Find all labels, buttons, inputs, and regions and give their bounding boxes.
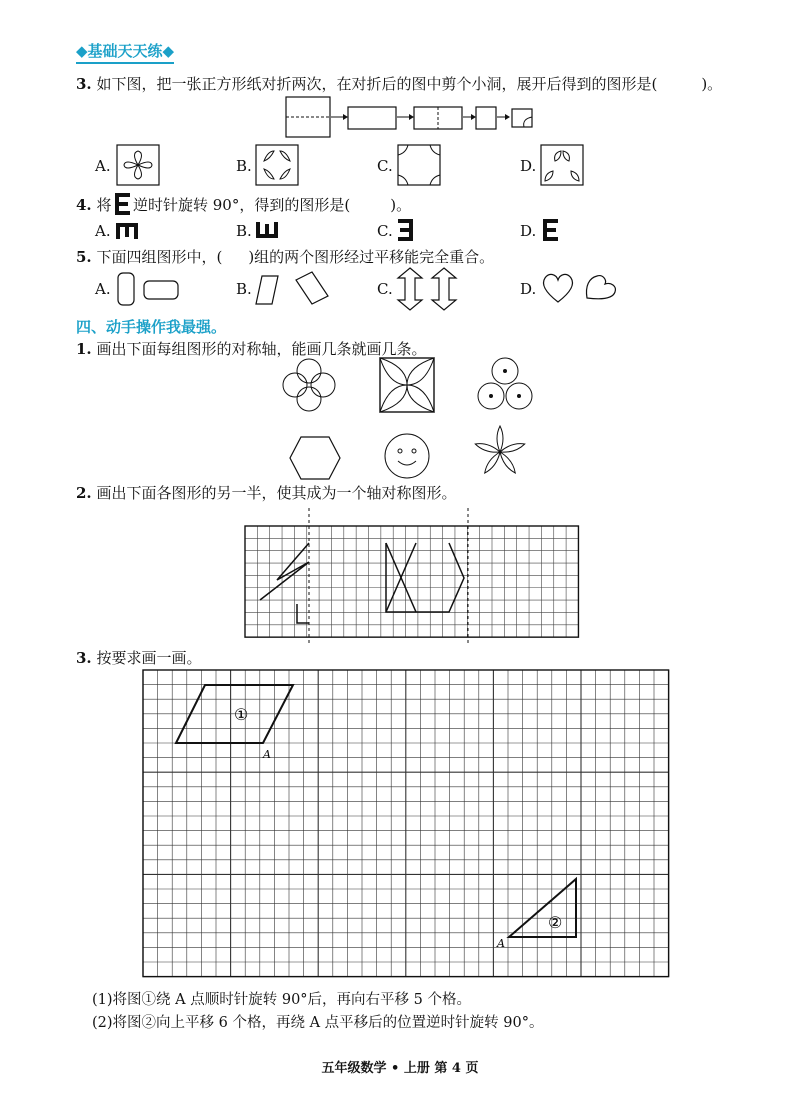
section-header: ◆基础天天练◆: [76, 40, 174, 64]
option-c-label[interactable]: C.: [377, 157, 393, 175]
half-shape: [260, 543, 309, 600]
point-a-label: A: [263, 748, 271, 761]
figure-1-label: ①: [234, 705, 249, 724]
option-a-figure[interactable]: [117, 145, 161, 187]
sub-question-2: (2)将图②向上平移 6 个格，再绕 A 点平移后的位置逆时针旋转 90°。: [92, 1015, 544, 1031]
grid-border: [245, 526, 578, 637]
symmetry-grid[interactable]: [244, 508, 578, 648]
section-title: 四、动手操作我最强。: [76, 318, 227, 336]
option-c-label[interactable]: C.: [377, 280, 393, 298]
problem-1: 1. 画出下面每组图形的对称轴，能画几条就画几条。: [76, 340, 427, 358]
half-shape: [297, 604, 309, 623]
option-a-label[interactable]: A.: [95, 280, 111, 298]
option-a-label[interactable]: A.: [95, 222, 111, 240]
question-3: 3. 如下图，把一张正方形纸对折两次，在对折后的图中剪个小洞，展开后得到的图形是( )。: [76, 75, 723, 93]
option-a-figure[interactable]: [117, 272, 181, 306]
problem-3: 3. 按要求画一画。: [76, 649, 202, 667]
hexagon-figure[interactable]: [289, 436, 341, 480]
option-b-label[interactable]: B.: [236, 280, 252, 298]
option-d-label[interactable]: D.: [520, 280, 537, 298]
question-text: 如下图，把一张正方形纸对折两次，在对折后的图中剪个小洞，展开后得到的图形是(: [96, 75, 658, 93]
option-c-figure[interactable]: [398, 219, 414, 241]
option-d-figure[interactable]: [541, 145, 585, 187]
option-b-label[interactable]: B.: [236, 222, 252, 240]
question-4: 4. 将: [76, 196, 112, 214]
option-c-figure[interactable]: [398, 268, 462, 310]
point-a-label: A: [497, 937, 505, 950]
transform-grid[interactable]: [142, 668, 678, 984]
option-c-figure[interactable]: [398, 145, 442, 187]
option-d-label[interactable]: D.: [520, 222, 537, 240]
option-b-figure[interactable]: [256, 272, 330, 308]
letter-e-figure: [115, 193, 131, 215]
option-d-label[interactable]: D.: [520, 157, 537, 175]
option-d-figure[interactable]: [541, 272, 617, 306]
option-b-figure[interactable]: [256, 145, 300, 187]
three-circles-dots-figure[interactable]: [475, 356, 535, 412]
option-d-figure[interactable]: [543, 219, 559, 241]
flower-figure[interactable]: [472, 424, 528, 480]
triangle-figure-2: [509, 879, 576, 937]
option-a-figure[interactable]: [116, 223, 138, 239]
option-b-label[interactable]: B.: [236, 157, 252, 175]
half-shape: [419, 543, 464, 612]
problem-2: 2. 画出下面各图形的另一半，使其成为一个轴对称图形。: [76, 484, 457, 502]
four-circles-figure[interactable]: [279, 358, 339, 412]
page-footer: 五年级数学 • 上册 第 4 页: [321, 1061, 479, 1076]
folding-diagram: [286, 97, 536, 139]
question-number: 3.: [76, 75, 92, 93]
option-c-label[interactable]: C.: [377, 222, 393, 240]
option-b-figure[interactable]: [256, 222, 278, 238]
square-petals-figure[interactable]: [379, 357, 435, 413]
smiley-face-figure[interactable]: [383, 432, 431, 480]
option-a-label[interactable]: A.: [95, 157, 111, 175]
sub-question-1: (1)将图①绕 A 点顺时针旋转 90°后，再向右平移 5 个格。: [92, 992, 471, 1008]
figure-2-label: ②: [548, 913, 563, 932]
question-5: 5. 下面四组图形中，( )组的两个图形经过平移能完全重合。: [76, 248, 495, 266]
